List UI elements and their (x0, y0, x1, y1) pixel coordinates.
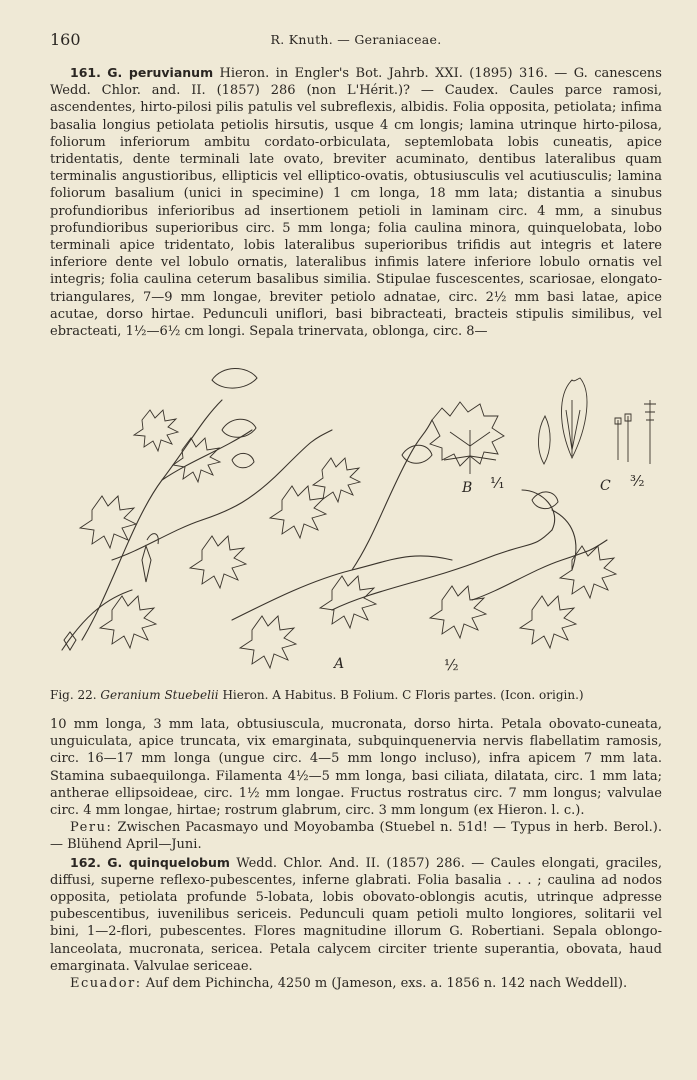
figure-label-C-scale: ³⁄₂ (630, 472, 645, 490)
running-head: R. Knuth. — Geraniaceae. (270, 32, 442, 47)
entry-161 (50, 64, 662, 340)
figure-label-B-scale: ¹⁄₁ (490, 474, 505, 492)
distribution-ecuador-text: Auf dem Pichincha, 4250 m (Jameson, exs. a. 1856 n. 142 nach Weddell). (145, 976, 628, 992)
flower-parts-group (538, 378, 656, 464)
entry-162-number: 162. (70, 854, 101, 870)
page-number: 160 (50, 30, 81, 49)
distribution-peru-label: Peru: (70, 820, 113, 836)
distribution-peru-text: Zwischen Pacasmayo und Moyobamba (Stuebel n. 51d! — Typus in herb. Berol.). — Blühend April—Juni. (50, 820, 662, 853)
distribution-peru (50, 819, 662, 853)
entry-162-paragraph (50, 854, 662, 975)
entry-162-species-name: G. quinquelobum (107, 854, 230, 870)
figure-label-B: B (462, 480, 473, 496)
figure-label-A-scale: ½ (444, 656, 459, 674)
distribution-ecuador-label: Ecuador: (70, 976, 142, 992)
plate-illustration (52, 360, 667, 682)
botanical-plate (52, 360, 667, 682)
figure-label-A: A (334, 656, 345, 672)
caption-species: Geranium Stuebelii (100, 688, 219, 702)
entry-161-text: Hieron. in Engler's Bot. Jahrb. XXI. (1895) 316. — G. canescens Wedd. Chlor. and. II. (1857) 286 (non L'Hérit.)? — Caudex. Caules parce ramosi, ascendentes, hirto-pilosi pilis patulis vel subreflexis, albidis. Folia opposita, petiolata; infima basalia longius petiolata petiolis hirsutis, usque 4 cm longis; lamina utrinque hirto-pilosa, foliorum inferiorum ambitu cordato-orbiculata, septemlobata lobis cuneatis, apice tridentatis, dente terminali late ovato, breviter acuminato, dentibus lateralibus quam terminalis angustioribus, ellipticis vel elliptico-ovatis, obtusiusculis vel acutiusculis; lamina foliorum basalium (unici in specimine) 1 cm longa, 18 mm lata; distantia a sinubus profundioribus inferioribus ad insertionem petioli in laminam circ. 4 mm, a sinubus profundioribus superioribus circ. 5 mm longa; folia caulina minora, quinquelobata, lobo terminali apice tridentato, lobis lateralibus superioribus trifidis aut integris et latere inferiore dente vel lobulo ornatis, lateralibus infimis latere inferiore lobulo ornatis vel integris; folia caulina ceterum basalibus similia. Stipulae fuscescentes, scariosae, elongato-triangulares, 7—9 mm longae, breviter petiolo adnatae, circ. 2½ mm basi latae, apice acutae, dorso hirtae. Pedunculi uniflori, basi bibracteati, bracteis stipulis similibus, vel ebracteati, 1½—6½ cm longi. Sepala trinervata, oblonga, circ. 8— (50, 66, 662, 340)
caption-prefix: Fig. 22. (50, 688, 97, 702)
continuation-paragraph: 10 mm longa, 3 mm lata, obtusiuscula, mucronata, dorso hirta. Petala obovato-cuneata, unguiculata, apice truncata, vix emarginata, subquinquenervia nervis flabellatim ramosis, circ. 16—17 mm longa (ungue circ. 4—5 mm longo incluso), infra apicem 7 mm lata. Stamina subaequilonga. Filamenta 4½—5 mm longa, basi ciliata, dilatata, circ. 1 mm lata; antherae ellipsoideae, circ. 1½ mm longae. Fructus rostratus circ. 7 mm longus; valvulae circ. 4 mm longae, hirtae; rostrum glabrum, circ. 3 mm longum (ex Hieron. l. c.). (50, 717, 662, 819)
page-header (50, 30, 662, 54)
folium-detail-group (430, 402, 504, 474)
entry-161-number: 161. (70, 65, 101, 80)
entry-161-species-name: G. peruvianum (107, 65, 214, 80)
entry-161-continuation (50, 716, 662, 992)
caption-rest: Hieron. A Habitus. B Folium. C Floris partes. (Icon. origin.) (222, 688, 584, 702)
figure-label-C: C (600, 478, 611, 494)
entry-162-text: Wedd. Chlor. And. II. (1857) 286. — Caules elongati, graciles, diffusi, superne reflexo-pubescentes, inferne glabrati. Folia basalia . . . ; caulina ad nodos opposita, petiolata profunde 5-lobata, lobis obovato-oblongis acutis, utrinque adpresse pubescentibus, iuvenilibus sericeis. Pedunculi quam petioli multo longiores, solitarii vel bini, 1—2-flori, pubescentes. Flores magnitudine illorum G. Robertiani. Sepala oblongo-lanceolata, mucronata, sericea. Petala calycem circiter triente superantia, obovata, haud emarginata. Valvulae sericeae. (50, 855, 662, 974)
entry-161-paragraph (50, 64, 662, 340)
figure-caption (50, 688, 665, 702)
distribution-ecuador (50, 975, 662, 992)
